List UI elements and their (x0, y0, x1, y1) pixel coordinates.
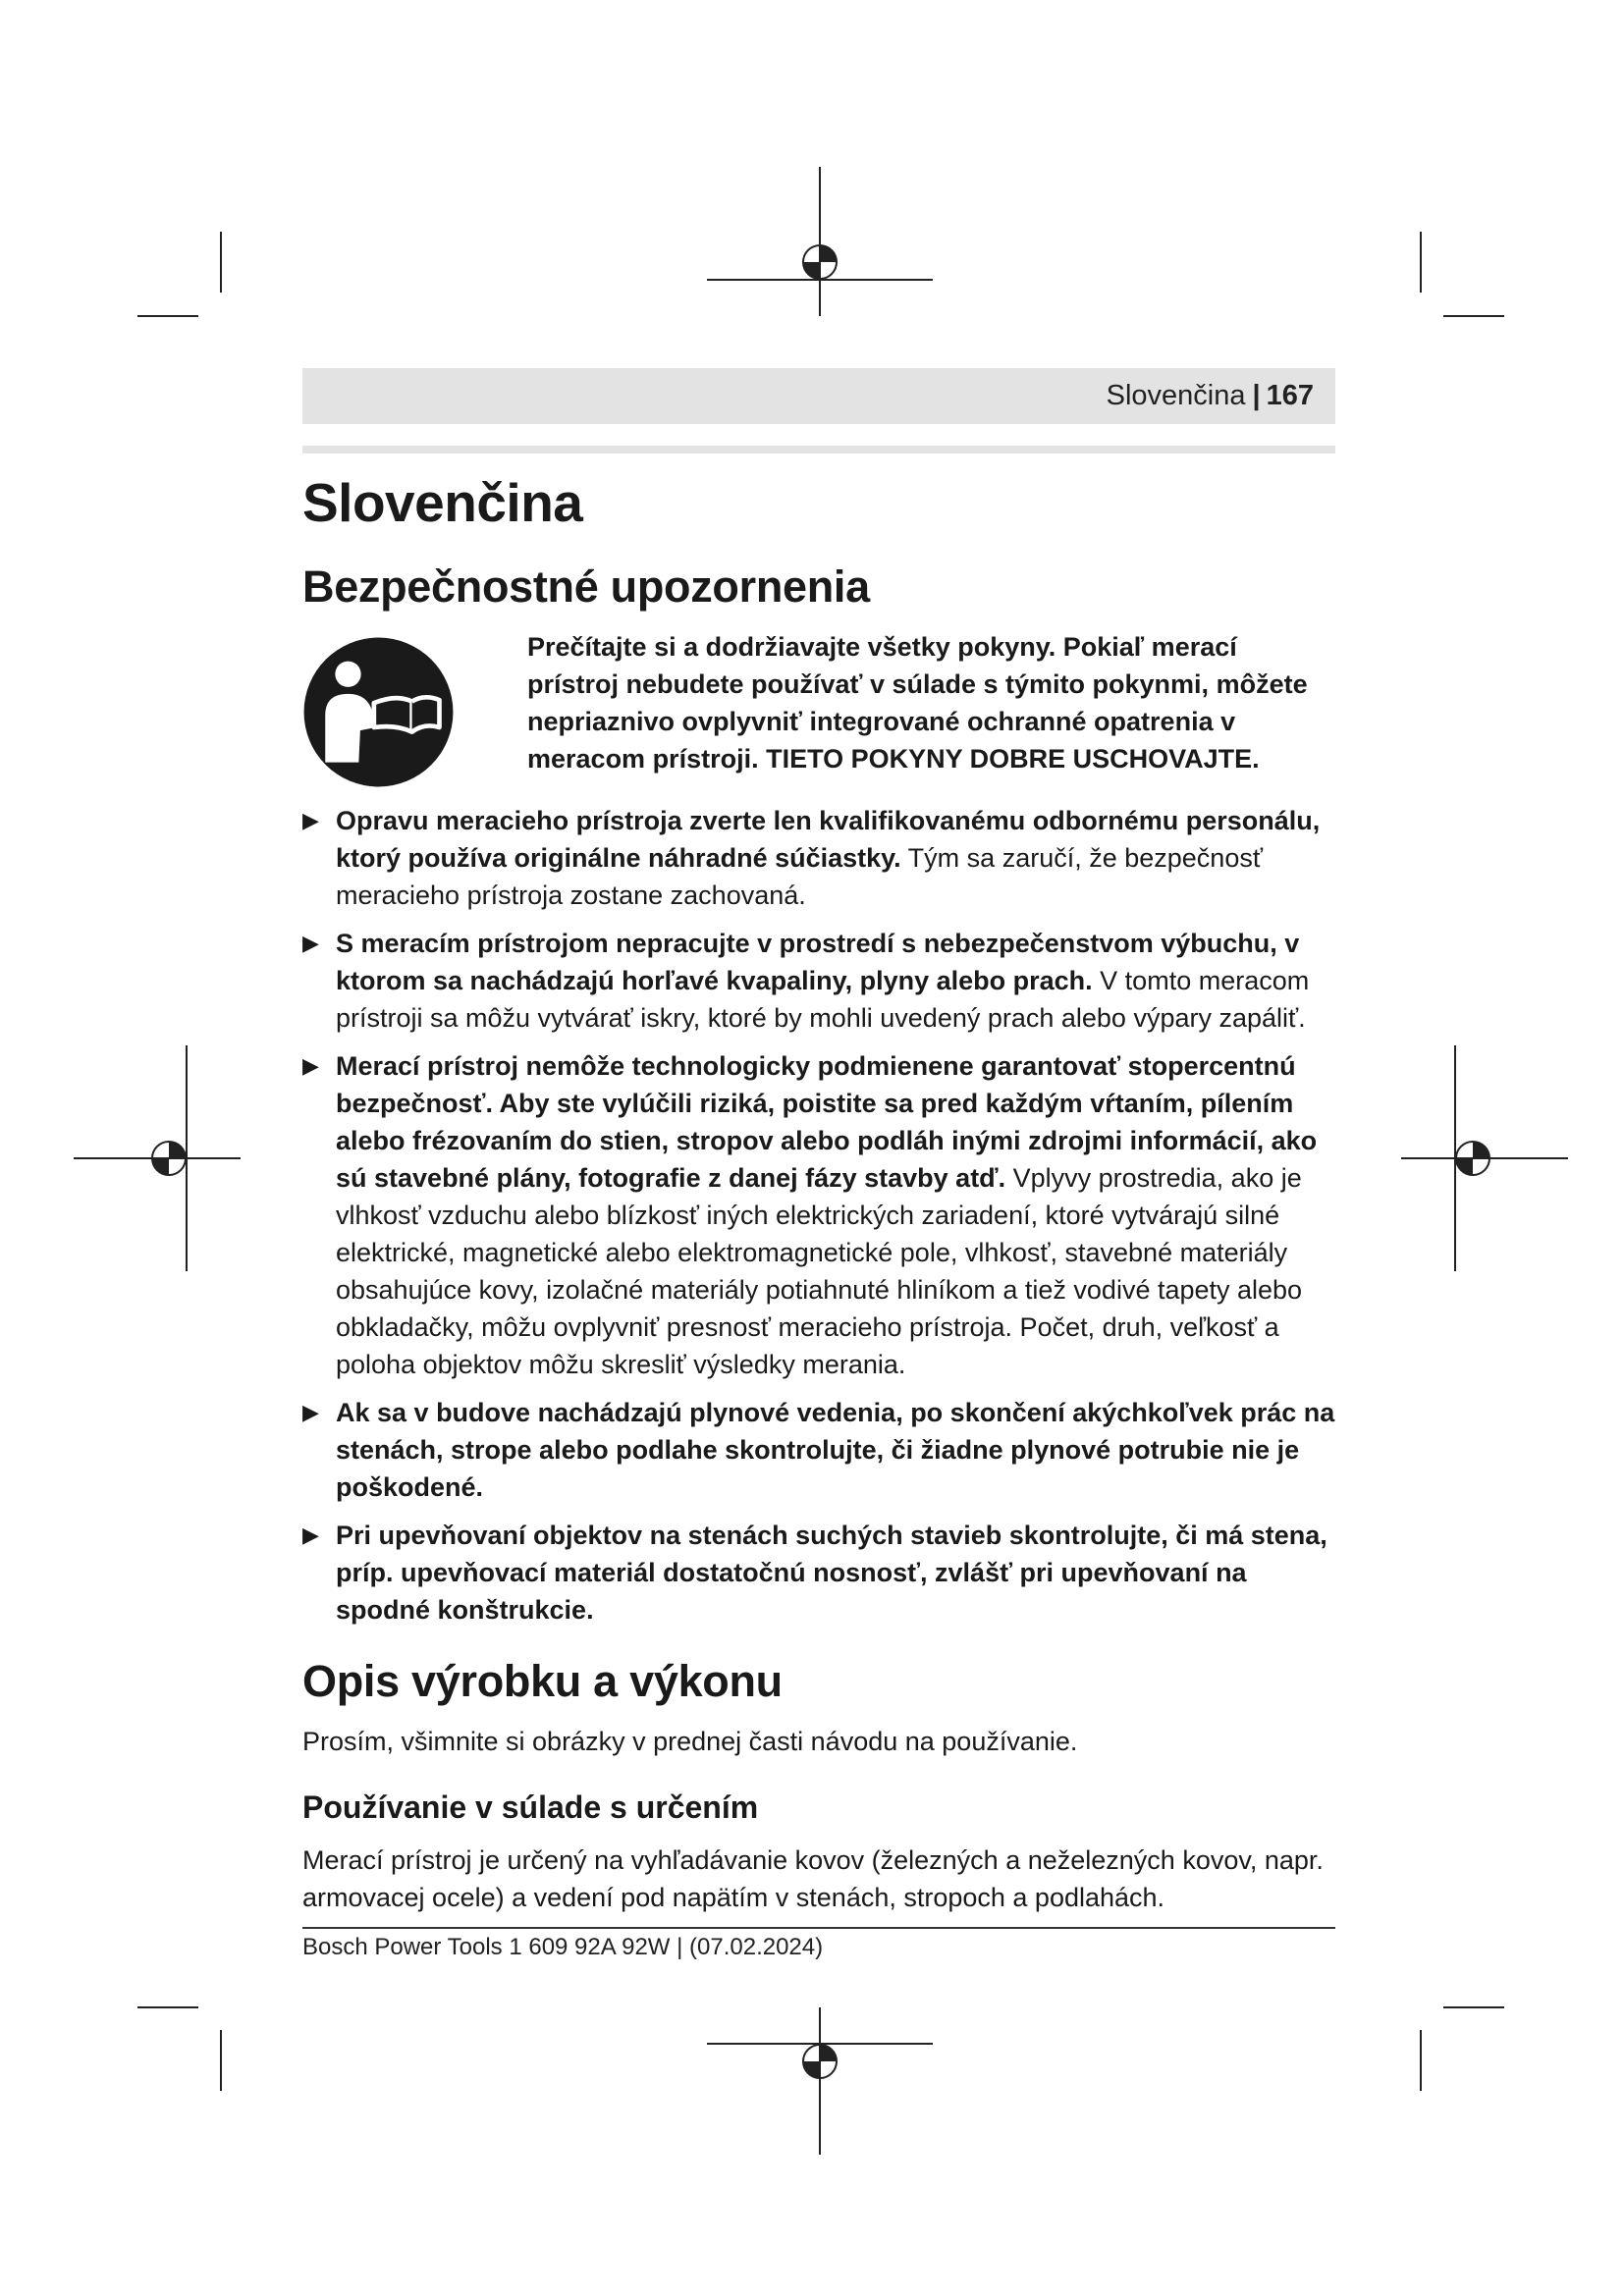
bullet-bold-text: Pri upevňovaní objektov na stenách suchých stavieb skontrolujte, či má stena, príp. upevňovací materiál dostatočnú nosnosť, zvlášť pri upevňovaní na spodné konštrukcie. (336, 1521, 1327, 1625)
intended-use-heading: Používanie v súlade s určením (302, 1789, 759, 1825)
page-number: 167 (1266, 380, 1314, 411)
bullet-arrow-icon: ▶ (302, 931, 319, 955)
safety-bullet (302, 925, 1335, 1037)
safety-bullet (302, 1047, 1335, 1383)
header-separator: | (1252, 380, 1261, 411)
bullet-arrow-icon: ▶ (302, 1400, 319, 1424)
safety-intro (302, 628, 1335, 788)
bullet-bold-text: Ak sa v budove nachádzajú plynové vedenia, po skončení akýchkoľvek prác na stenách, strope alebo podlahe skontrolujte, či žiadne plynové potrubie nie je poškodené. (336, 1398, 1335, 1502)
safety-heading: Bezpečnostné upozornenia (302, 561, 870, 612)
bullet-text: Tým sa zaručí, že bezpečnosť meracieho prístroja zostane zachovaná. (336, 843, 1263, 910)
bullet-arrow-icon: ▶ (302, 1522, 319, 1547)
bullet-arrow-icon: ▶ (302, 1053, 319, 1078)
header-rule (302, 446, 1335, 454)
running-header (302, 368, 1335, 424)
read-manual-icon (302, 636, 455, 788)
bullet-arrow-icon: ▶ (302, 808, 319, 832)
product-intro: Prosím, všimnite si obrázky v prednej časti návodu na používanie. (302, 1727, 1078, 1756)
intended-use-text: Merací prístroj je určený na vyhľadávanie kovov (železných a neželezných kovov, napr. armovacej ocele) a vedení pod napätím v stenách, stropoch a podlahách. (302, 1845, 1324, 1912)
page-title: Slovenčina (302, 472, 583, 533)
safety-bullet (302, 1394, 1335, 1506)
safety-bullet (302, 802, 1335, 914)
footer-rule (302, 1927, 1335, 1929)
safety-intro-text: Prečítajte si a dodržiavajte všetky pokyny. Pokiaľ merací prístroj nebudete používať v súlade s týmito pokynmi, môžete nepriaznivo ovplyvniť integrované ochranné opatrenia v meracom prístroji. TIETO POKYNY DOBRE USCHOVAJTE. (527, 632, 1308, 774)
header-section: Slovenčina (1106, 380, 1246, 411)
bullet-text: Vplyvy prostredia, ako je vlhkosť vzduchu alebo blízkosť iných elektrických zariadení, ktoré vytvárajú silné elektrické, magnetické alebo elektromagnetické pole, vlhkosť, stavebné materiály obsahujúce kovy, izolačné materiály potiahnuté hliníkom a tiež vodivé tapety alebo obkladačky, môžu ovplyvniť presnosť meracieho prístroja. Počet, druh, veľkosť a poloha objektov môžu skresliť výsledky merania. (336, 1163, 1303, 1379)
bullet-text: V tomto meracom prístroji sa môžu vytvárať iskry, ktoré by mohli uvedený prach alebo výpary zapáliť. (336, 966, 1310, 1033)
bullet-bold-text: Opravu meracieho prístroja zverte len kvalifikovanému odbornému personálu, ktorý používa originálne náhradné súčiastky. (336, 806, 1321, 873)
footer-text: Bosch Power Tools 1 609 92A 92W | (07.02.2024) (302, 1934, 824, 1960)
product-heading: Opis výrobku a výkonu (302, 1656, 783, 1706)
bullet-bold-text: S meracím prístrojom nepracujte v prostredí s nebezpečenstvom výbuchu, v ktorom sa nachádzajú horľavé kvapaliny, plyny alebo prach. (336, 929, 1300, 995)
safety-bullet (302, 1517, 1335, 1629)
page-content (302, 461, 1335, 1916)
safety-bullet-list (302, 802, 1335, 1629)
bullet-bold-text: Merací prístroj nemôže technologicky podmienene garantovať stopercentnú bezpečnosť. Aby ste vylúčili riziká, poistite sa pred každým vŕtaním, pílením alebo frézovaním do stien, stropov alebo podláh inými zdrojmi informácií, ako sú stavebné plány, fotografie z danej fázy stavby atď. (336, 1051, 1318, 1193)
